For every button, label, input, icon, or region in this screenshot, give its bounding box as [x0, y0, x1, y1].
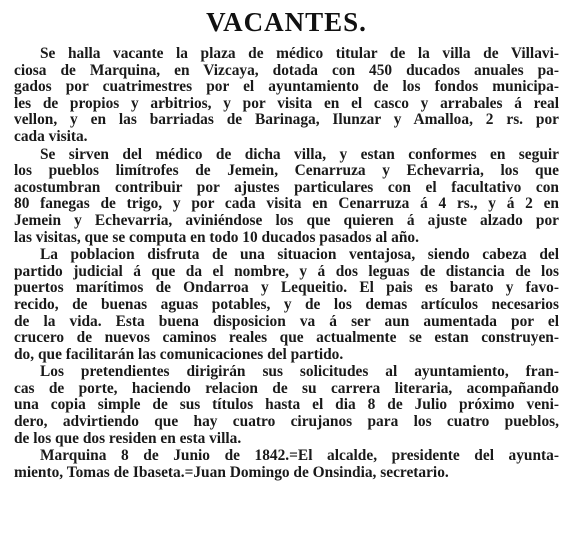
- paragraph-line: puertos marítimos de Ondarroa y Lequeitio. El pais es barato y favo-: [14, 280, 559, 297]
- paragraph-line: los pueblos limítrofes de Jemein, Cenarruza y Echevarria, los que: [14, 163, 559, 180]
- section-title: VACANTES.: [206, 7, 367, 37]
- paragraph-line: miento, Tomas de Ibaseta.=Juan Domingo de Onsindia, secretario.: [14, 464, 449, 481]
- paragraph-line: cas de porte, haciendo relacion de su carrera literaria, acompañando: [14, 380, 559, 397]
- paragraph-line: acostumbran contribuir por ajustes particulares con el facultativo con: [14, 179, 559, 196]
- paragraph-line: recido, de buenas aguas potables, y de los demas artículos necesarios: [14, 296, 559, 313]
- paragraph-line: vellon, y en las barriadas de Barinaga, Ilunzar y Amalloa, 2 rs. por: [14, 112, 559, 129]
- paragraph: [14, 147, 559, 247]
- paragraph-line: Jemein y Echevarria, aviniéndose los que quieren á ajuste alzado por: [14, 212, 559, 229]
- paragraph: [14, 448, 559, 481]
- paragraph-line: Se sirven del médico de dicha villa, y estan conformes en seguir: [40, 146, 559, 163]
- paragraph-line: 80 fanegas de trigo, y por cada visita en Cenarruza á 4 rs., y á 2 en: [14, 196, 559, 213]
- paragraph-line: gados por cuatrimestres por el ayuntamiento de los fondos municipa-: [14, 79, 559, 96]
- article-body: [14, 46, 559, 481]
- paragraph-line: ciosa de Marquina, en Vizcaya, dotada con 450 ducados anuales pa-: [14, 62, 559, 79]
- paragraph-line: las visitas, que se computa en todo 10 ducados pasados al año.: [14, 229, 419, 246]
- paragraph-line: Marquina 8 de Junio de 1842.=El alcalde, presidente del ayunta-: [40, 448, 559, 465]
- paragraph-line: La poblacion disfruta de una situacion ventajosa, siendo cabeza del: [40, 247, 559, 264]
- paragraph-line: les de propios y arbitrios, y por visita en el casco y arrabales á real: [14, 95, 559, 112]
- paragraph-line: do, que facilitarán las comunicaciones del partido.: [14, 346, 344, 363]
- paragraph-line: de los que dos residen en esta villa.: [14, 430, 242, 447]
- paragraph-line: cada visita.: [14, 128, 88, 145]
- paragraph-line: Los pretendientes dirigirán sus solicitudes al ayuntamiento, fran-: [40, 364, 559, 381]
- paragraph: [14, 46, 559, 146]
- paragraph-line: una copia simple de sus títulos hasta el dia 8 de Julio próximo veni-: [14, 397, 559, 414]
- paragraph-line: partido judicial á que da el nombre, y á dos leguas de distancia de los: [14, 263, 559, 280]
- paragraph-line: de la vida. Esta buena disposicion va á ser aun aumentada por el: [14, 313, 559, 330]
- paragraph-line: dero, advirtiendo que hay cuatro cirujanos para los cuatro pueblos,: [14, 414, 559, 431]
- paragraph: [14, 247, 559, 363]
- paragraph: [14, 364, 559, 447]
- paragraph-line: crucero de nuevos caminos reales que actualmente se estan construyen-: [14, 330, 559, 347]
- paragraph-line: Se halla vacante la plaza de médico titular de la villa de Villavi-: [40, 46, 559, 62]
